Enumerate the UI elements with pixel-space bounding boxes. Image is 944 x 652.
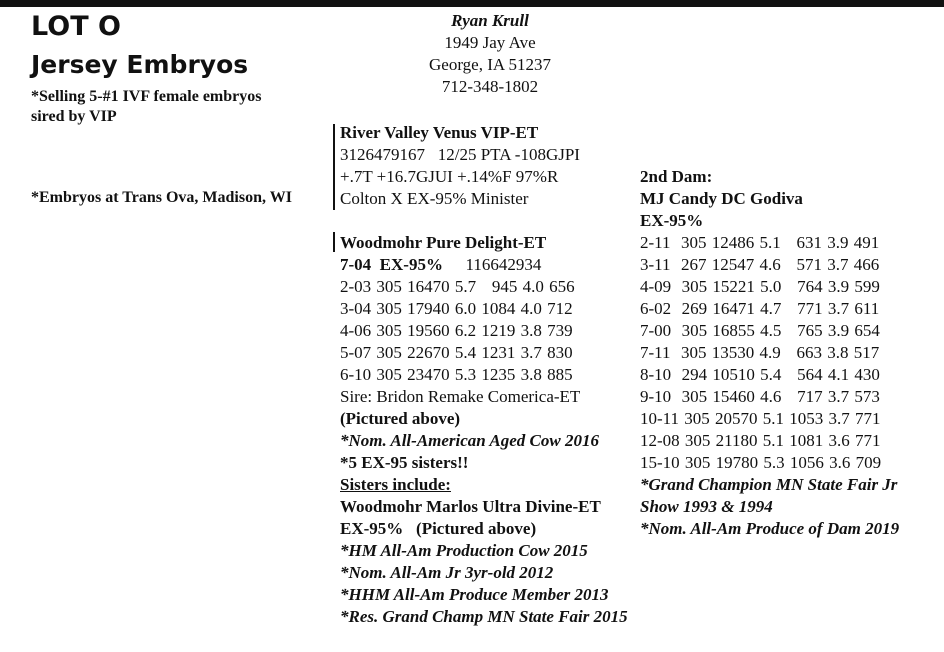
sister-honor: *Res. Grand Champ MN State Fair 2015 [340,607,628,626]
second-dam-record: 2-11 305 12486 5.1 631 3.9 491 [640,233,880,252]
dam-name: Woodmohr Pure Delight-ET [340,233,547,252]
consignor-address: 1949 Jay Ave [444,33,536,52]
second-dam-record: 7-00 305 16855 4.5 765 3.9 654 [640,321,880,340]
second-dam-record: 4-09 305 15221 5.0 764 3.9 599 [640,277,880,296]
selling-note-line2: sired by VIP [31,108,117,125]
consignor-block [370,10,610,98]
sister-honor: *HM All-Am Production Cow 2015 [340,541,588,560]
second-dam-honor: *Nom. All-Am Produce of Dam 2019 [640,519,900,538]
second-dam-honor: Show 1993 & 1994 [640,497,773,516]
top-rule [0,0,944,7]
second-dam-classification: EX-95% [640,211,704,230]
dam-record: 2-03 305 16470 5.7 945 4.0 656 [340,277,575,296]
consignor-phone: 712-348-1802 [441,77,539,96]
pedigree-bracket-dam [333,232,335,252]
sire-info-line: +.7T +16.7GJUI +.14%F 97%R [340,167,559,186]
second-dam-label: 2nd Dam: [640,167,713,186]
second-dam-record: 10-11 305 20570 5.1 1053 3.7 771 [640,409,881,428]
dam-record: 4-06 305 19560 6.2 1219 3.8 739 [340,321,573,340]
sisters-header: Sisters include: [340,475,451,494]
pedigree-bracket-sire [333,124,335,210]
sister-honor: *Nom. All-Am Jr 3yr-old 2012 [340,563,554,582]
dam-section [340,232,628,628]
embryo-location-note: *Embryos at Trans Ova, Madison, WI [31,189,292,206]
second-dam-record: 15-10 305 19780 5.3 1056 3.6 709 [640,453,882,472]
sire-section [340,122,580,210]
dam-pictured-note: (Pictured above) [340,409,461,428]
lot-title: LOT O [31,11,121,42]
sire-info-line: Colton X EX-95% Minister [340,189,529,208]
dam-classification-line [340,254,628,276]
second-dam-name: MJ Candy DC Godiva [640,189,803,208]
consignor-city: George, IA 51237 [429,55,551,74]
dam-sire-line: Sire: Bridon Remake Comerica-ET [340,387,581,406]
lot-subtitle: Jersey Embryos [31,50,249,79]
second-dam-record: 9-10 305 15460 4.6 717 3.7 573 [640,387,880,406]
dam-record: 3-04 305 17940 6.0 1084 4.0 712 [340,299,573,318]
dam-record: 6-10 305 23470 5.3 1235 3.8 885 [340,365,573,384]
second-dam-record: 12-08 305 21180 5.1 1081 3.6 771 [640,431,881,450]
selling-note-line1: *Selling 5-#1 IVF female embryos [31,88,262,105]
sire-name: River Valley Venus VIP-ET [340,123,539,142]
sire-info-line: 3126479167 12/25 PTA -108GJPI [340,145,580,164]
dam-honor: *Nom. All-American Aged Cow 2016 [340,431,599,450]
dam-classification: 7-04 EX-95% [340,255,443,274]
second-dam-record: 8-10 294 10510 5.4 564 4.1 430 [640,365,880,384]
second-dam-section [640,166,899,540]
second-dam-record: 6-02 269 16471 4.7 771 3.7 611 [640,299,880,318]
sister-name: Woodmohr Marlos Ultra Divine-ET [340,497,601,516]
dam-sisters-count: *5 EX-95 sisters!! [340,453,469,472]
second-dam-honor: *Grand Champion MN State Fair Jr [640,475,898,494]
second-dam-record: 3-11 267 12547 4.6 571 3.7 466 [640,255,880,274]
second-dam-record: 7-11 305 13530 4.9 663 3.8 517 [640,343,880,362]
dam-registration: 116642934 [465,255,542,274]
sister-classification: EX-95% (Pictured above) [340,519,537,538]
dam-record: 5-07 305 22670 5.4 1231 3.7 830 [340,343,573,362]
consignor-name: Ryan Krull [451,11,529,30]
sister-honor: *HHM All-Am Produce Member 2013 [340,585,609,604]
